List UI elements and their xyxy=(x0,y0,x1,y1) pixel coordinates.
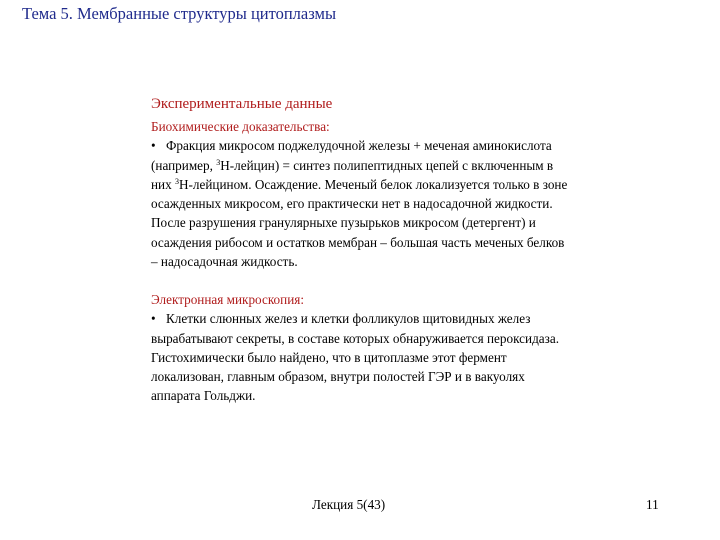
biochemical-evidence-section xyxy=(151,117,681,271)
biochemical-evidence-subheading: Биохимические доказательства: xyxy=(151,119,330,134)
biochem-text-line-6: осаждения рибосом и остатков мембран – большая часть меченых белков xyxy=(151,234,565,250)
microscopy-text-line-1 xyxy=(151,309,681,328)
biochem-line-3-post: Н-лейцином. Осаждение. Меченый белок локализуется только в зоне xyxy=(179,176,568,192)
topic-title: Тема 5. Мембранные структуры цитоплазмы xyxy=(22,4,337,23)
biochem-text-line-2 xyxy=(151,156,681,175)
footer-page-number: 11 xyxy=(646,497,659,512)
bullet-icon: • xyxy=(151,311,156,327)
slide-heading: Экспериментальные данные xyxy=(151,96,333,112)
microscopy-text-line-5: аппарата Гольджи. xyxy=(151,388,256,404)
biochem-text-line-5: После разрушения гранулярныхе пузырьков микросом (детергент) и xyxy=(151,215,536,231)
electron-microscopy-section xyxy=(151,290,681,406)
biochem-text-line-7: – надосадочная жидкость. xyxy=(151,254,298,270)
microscopy-text-line-3: Гистохимически было найдено, что в цитоплазме этот фермент xyxy=(151,349,507,365)
footer-lecture-label: Лекция 5(43) xyxy=(312,497,386,512)
microscopy-text-line-4: локализован, главным образом, внутри полостей ГЭР и в вакуолях xyxy=(151,369,525,385)
biochem-line-2-pre: (например, xyxy=(151,157,217,173)
biochem-text-line-3 xyxy=(151,175,681,194)
electron-microscopy-subheading: Электронная микроскопия: xyxy=(151,292,304,307)
biochem-line-2-post: Н-лейцин) = синтез полипептидных цепей с включенным в xyxy=(220,157,554,173)
bullet-icon: • xyxy=(151,138,156,154)
microscopy-text-line-2: вырабатывают секреты, в составе которых обнаруживается пероксидаза. xyxy=(151,330,560,346)
microscopy-line-1-text: Клетки слюнных желез и клетки фолликулов щитовидных желез xyxy=(166,311,531,327)
biochem-text-line-4: осажденных микросом, его практически нет в надосадочной жидкости. xyxy=(151,196,553,212)
biochem-text-line-1 xyxy=(151,136,681,155)
isotope-superscript: 3 xyxy=(175,176,180,186)
biochem-line-1-text: Фракция микросом поджелудочной железы + меченая аминокислота xyxy=(166,138,552,154)
biochem-line-3-pre: них xyxy=(151,176,176,192)
isotope-superscript: 3 xyxy=(216,157,221,167)
